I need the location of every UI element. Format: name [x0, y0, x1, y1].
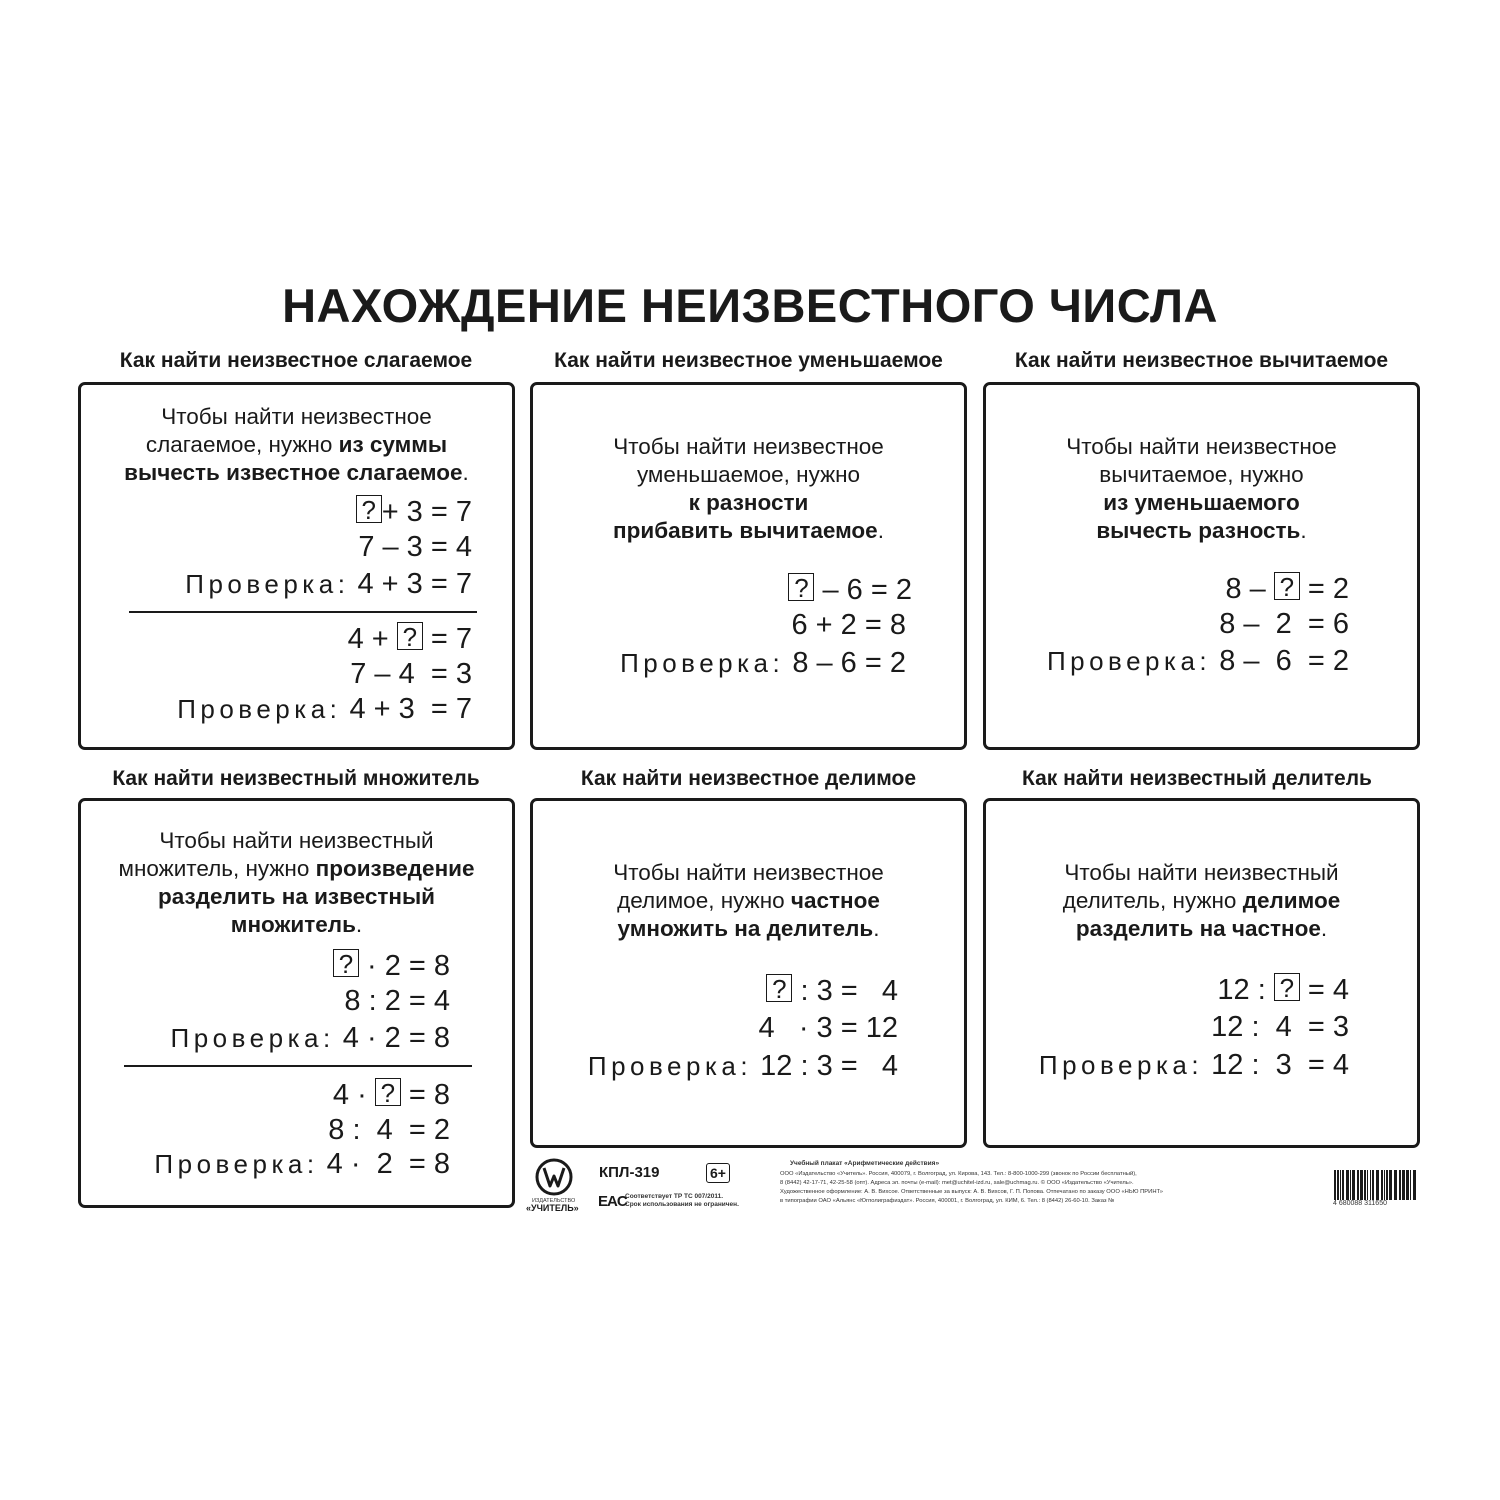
- unknown-box: ?: [356, 495, 382, 523]
- usage-term-text: Срок использования не ограничен.: [625, 1201, 739, 1208]
- equation: 8 : 4 = 2: [328, 1114, 450, 1146]
- card-heading-dividend: Как найти неизвестное делимое: [580, 767, 917, 790]
- unknown-box: ?: [766, 974, 792, 1002]
- card-heading-addend: Как найти неизвестное слагаемое: [119, 349, 473, 372]
- rule-text: Чтобы найти неизвестный множитель, нужно произведение разделить на известный множитель.: [118, 828, 475, 937]
- unknown-box: ?: [333, 949, 359, 977]
- barcode: [1333, 1170, 1418, 1210]
- unknown-box: ?: [1274, 572, 1300, 600]
- product-code: КПЛ-319: [599, 1164, 660, 1181]
- equation: 7 – 3 = 4: [358, 531, 472, 563]
- rule-text: Чтобы найти неизвестное делимое, нужно частное умножить на делитель.: [613, 860, 884, 941]
- rule-text: Чтобы найти неизвестное вычитаемое, нужно из уменьшаемого вычесть разность.: [1066, 434, 1337, 543]
- card-dividend: [530, 798, 967, 1148]
- unknown-box: ?: [788, 573, 814, 601]
- publisher-logo-icon: [530, 1158, 578, 1198]
- equation: 4 · 3 = 12: [758, 1012, 898, 1044]
- divider: [129, 611, 477, 613]
- card-subtrahend: [983, 382, 1420, 750]
- equation: 8 – 2 = 6: [1219, 608, 1349, 640]
- check-equation: Проверка: 8 – 6 = 2: [1046, 645, 1349, 677]
- card-heading-divisor: Как найти неизвестный делитель: [1022, 767, 1372, 790]
- card-addend: [78, 382, 515, 750]
- check-equation: Проверка: 4 · 2 = 8: [170, 1022, 450, 1054]
- equation: 8 – ? = 2: [1225, 572, 1349, 605]
- card-factor: [78, 798, 515, 1208]
- check-equation: Проверка: 12 : 3 = 4: [1038, 1049, 1349, 1081]
- rule-text: Чтобы найти неизвестное уменьшаемое, нужно к разности прибавить вычитаемое.: [613, 434, 884, 543]
- equation: 7 – 4 = 3: [350, 658, 472, 690]
- unknown-box: ?: [397, 622, 423, 650]
- rule-text: Чтобы найти неизвестное слагаемое, нужно из суммы вычесть известное слагаемое.: [124, 404, 469, 485]
- equation: ? : 3 = 4: [766, 974, 898, 1008]
- card-divisor: [983, 798, 1420, 1148]
- equation: ? · 2 = 8: [333, 949, 450, 983]
- unknown-box: ?: [1274, 973, 1300, 1001]
- card-heading-factor: Как найти неизвестный множитель: [112, 767, 480, 790]
- divider: [124, 1065, 472, 1067]
- check-equation: Проверка: 12 : 3 = 4: [587, 1050, 898, 1082]
- equation: 4 + ? = 7: [347, 622, 472, 655]
- equation: ? + 3 = 7: [356, 495, 472, 529]
- check-equation: Проверка: 8 – 6 = 2: [620, 647, 906, 679]
- check-equation: Проверка: 4 + 3 = 7: [185, 568, 472, 600]
- equation: 12 : 4 = 3: [1211, 1011, 1349, 1043]
- age-badge: 6+: [706, 1163, 730, 1183]
- equation: 12 : ? = 4: [1217, 973, 1349, 1006]
- eac-mark: EAC: [598, 1193, 627, 1210]
- equation: 4 · ? = 8: [332, 1078, 450, 1111]
- publisher-logo: [526, 1158, 579, 1216]
- barcode-icon: [1333, 1170, 1418, 1200]
- equation: ? – 6 = 2: [788, 573, 912, 607]
- rule-text: Чтобы найти неизвестный делитель, нужно делимое разделить на частное.: [1062, 860, 1341, 941]
- check-equation: Проверка: 4 + 3 = 7: [177, 693, 472, 725]
- publisher-small: ИЗДАТЕЛЬСТВО: [532, 1198, 576, 1204]
- card-minuend: [530, 382, 967, 750]
- barcode-number: 4 680088 311650: [1333, 1200, 1387, 1207]
- publisher-name: «УЧИТЕЛЬ»: [526, 1203, 579, 1213]
- unknown-box: ?: [375, 1078, 401, 1106]
- poster-title: НАХОЖДЕНИЕ НЕИЗВЕСТНОГО ЧИСЛА: [282, 279, 1218, 332]
- check-equation: Проверка: 4 · 2 = 8: [154, 1148, 450, 1180]
- card-heading-minuend: Как найти неизвестное уменьшаемое: [554, 349, 943, 372]
- conformity-text: Соответствует ТР ТС 007/2011.: [625, 1193, 724, 1200]
- equation: 6 + 2 = 8: [791, 609, 906, 641]
- equation: 8 : 2 = 4: [344, 985, 450, 1017]
- card-heading-subtrahend: Как найти неизвестное вычитаемое: [1014, 349, 1389, 372]
